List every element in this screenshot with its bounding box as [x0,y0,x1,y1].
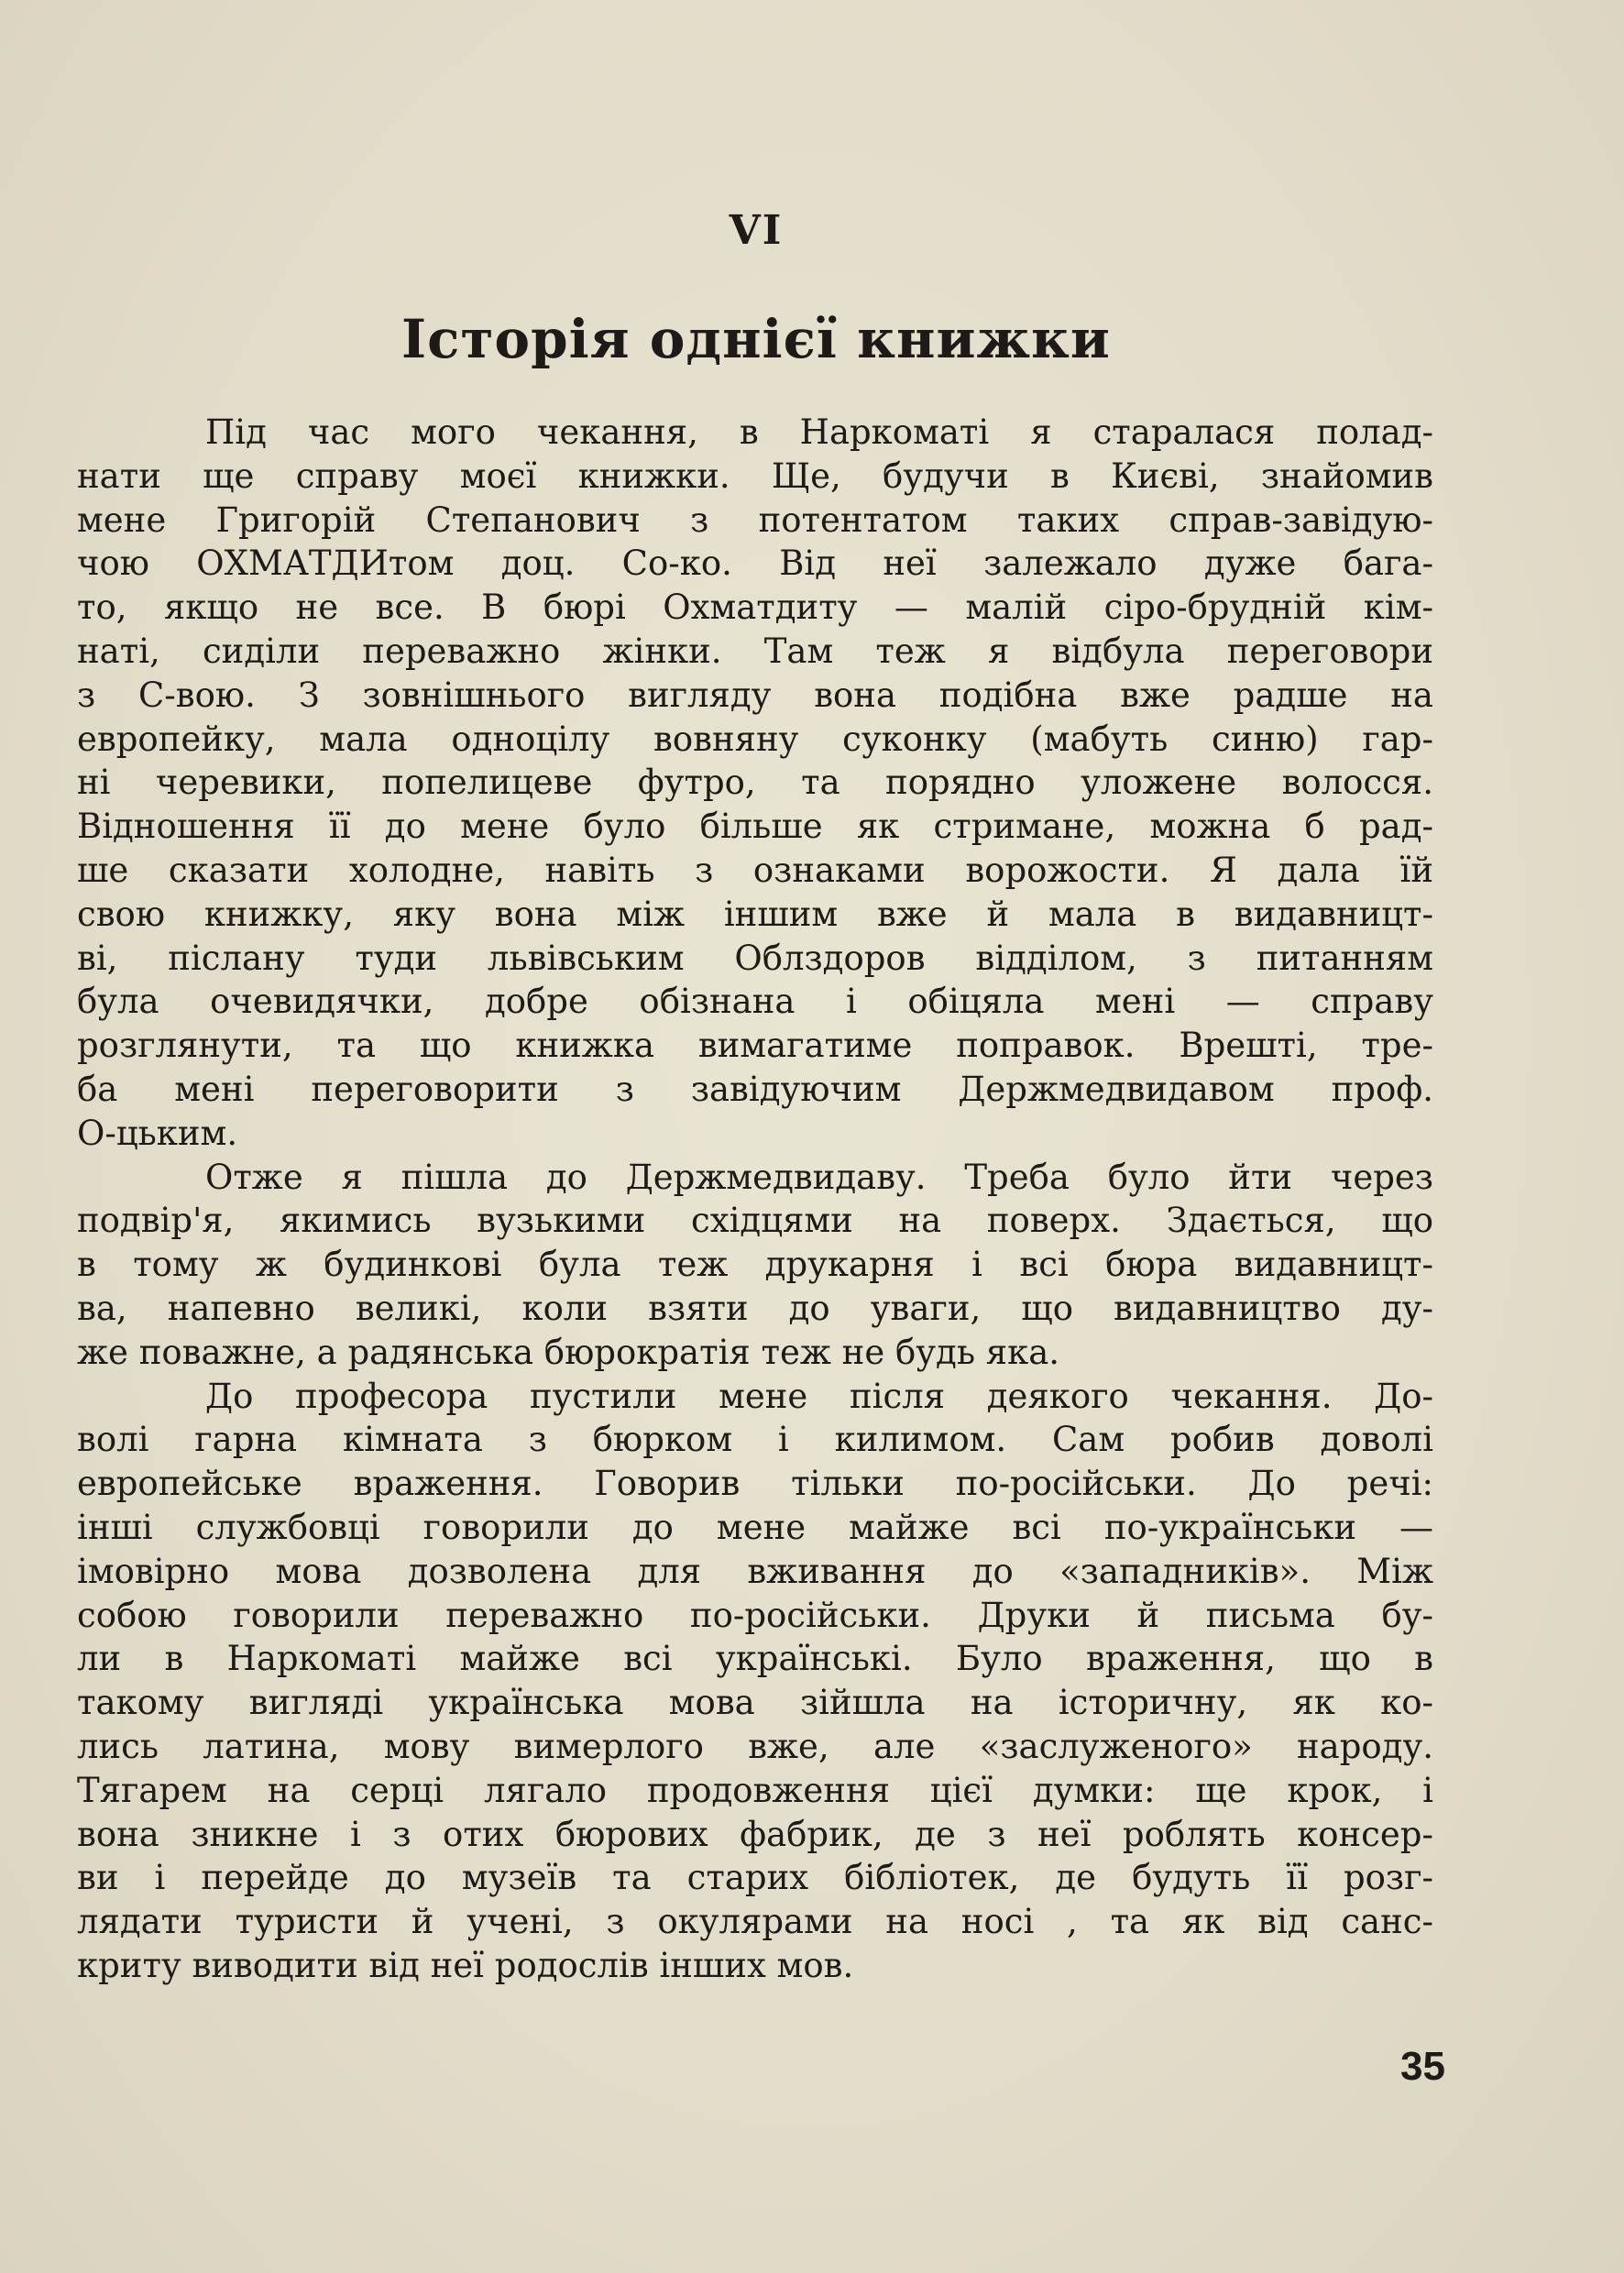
text-line: такому вигляді українська мова зійшла на історичну, як ко- [77,1683,1433,1723]
text-line: інші службовці говорили до мене майже всі по-українськи — [77,1507,1433,1547]
text-line: волі гарна кімната з бюрком і килимом. Сам робив доволі [77,1420,1433,1460]
text-line: в тому ж будинкові була теж друкарня і всі бюра видавницт- [77,1245,1433,1285]
text-line: европейку, мала одноцілу вовняну суконку (мабуть синю) гар- [77,719,1433,759]
text-line: вона зникне і з отих бюрових фабрик, де з неї роблять консер- [77,1814,1433,1854]
text-line: же поважне, а радянська бюрократія теж не будь яка. [77,1332,1060,1372]
text-line: свою книжку, яку вона між іншим вже й мала в видавницт- [77,894,1433,934]
text-line: мене Григорій Степанович з потентатом таких справ-завідую- [77,500,1433,540]
text-line: ві, післану туди львівським Облздоров відділом, з питанням [77,938,1433,978]
body-text [77,411,1433,1988]
chapter-title: Історія однієї книжки [401,308,1111,370]
paragraph [77,1375,1433,1988]
paragraph [77,411,1433,1156]
text-line: нати ще справу моєї книжки. Ще, будучи в Києві, знайомив [77,456,1433,496]
text-line: Відношення її до мене було більше як стримане, можна б рад- [77,807,1433,847]
text-line: Отже я пішла до Держмедвидаву. Треба було йти через [205,1157,1433,1197]
text-line: лядати туристи й учені, з окулярами на носі , та як від санс- [77,1902,1433,1942]
text-line: ва, напевно великі, коли взяти до уваги, що видавництво ду- [77,1288,1433,1328]
text-line: О-цьким. [77,1113,238,1153]
text-line: Тягарем на серці лягало продовження цієї думки: ще крок, і [77,1770,1433,1810]
text-line: собою говорили переважно по-російськи. Друки й письма бу- [77,1595,1433,1635]
text-line: ви і перейде до музеїв та старих бібліотек, де будуть її розг- [77,1858,1433,1898]
text-line: криту виводити від неї родослів інших мов. [77,1945,854,1985]
text-line: наті, сиділи переважно жінки. Там теж я відбула переговори [77,631,1433,671]
text-line: ба мені переговорити з завідуючим Держмедвидавом проф. [77,1069,1433,1109]
text-line: ли в Наркоматі майже всі українські. Було враження, що в [77,1639,1433,1679]
text-line: лись латина, мову вимерлого вже, але «заслуженого» народу. [77,1726,1433,1766]
page-number: 35 [1400,2044,1445,2089]
text-line: подвір'я, якимись вузькими східцями на поверх. Здається, що [77,1201,1433,1241]
text-line: До професора пустили мене після деякого чекання. До- [205,1376,1433,1416]
chapter-numeral: VI [729,207,784,254]
text-line: Під час мого чекання, в Наркоматі я старалася полад- [205,412,1433,452]
text-line: була очевидячки, добре обізнана і обіцяла мені — справу [77,982,1433,1022]
text-line: европейське враження. Говорив тільки по-російськи. До речі: [77,1464,1433,1504]
text-line: ні черевики, попелицеве футро, та порядно уложене волосся. [77,763,1433,803]
text-line: імовірно мова дозволена для вживання до «западників». Між [77,1551,1433,1591]
text-line: ше сказати холодне, навіть з ознаками ворожости. Я дала їй [77,850,1433,890]
text-line: чою ОХМАТДИтом доц. Со-ко. Від неї залежало дуже бага- [77,544,1433,584]
text-line: то, якщо не все. В бюрі Охматдиту — малій сіро-брудній кім- [77,587,1433,628]
text-line: розглянути, та що книжка вимагатиме поправок. Врешті, тре- [77,1026,1433,1066]
paragraph [77,1156,1433,1375]
text-line: з С-вою. З зовнішнього вигляду вона подібна вже радше на [77,675,1433,715]
